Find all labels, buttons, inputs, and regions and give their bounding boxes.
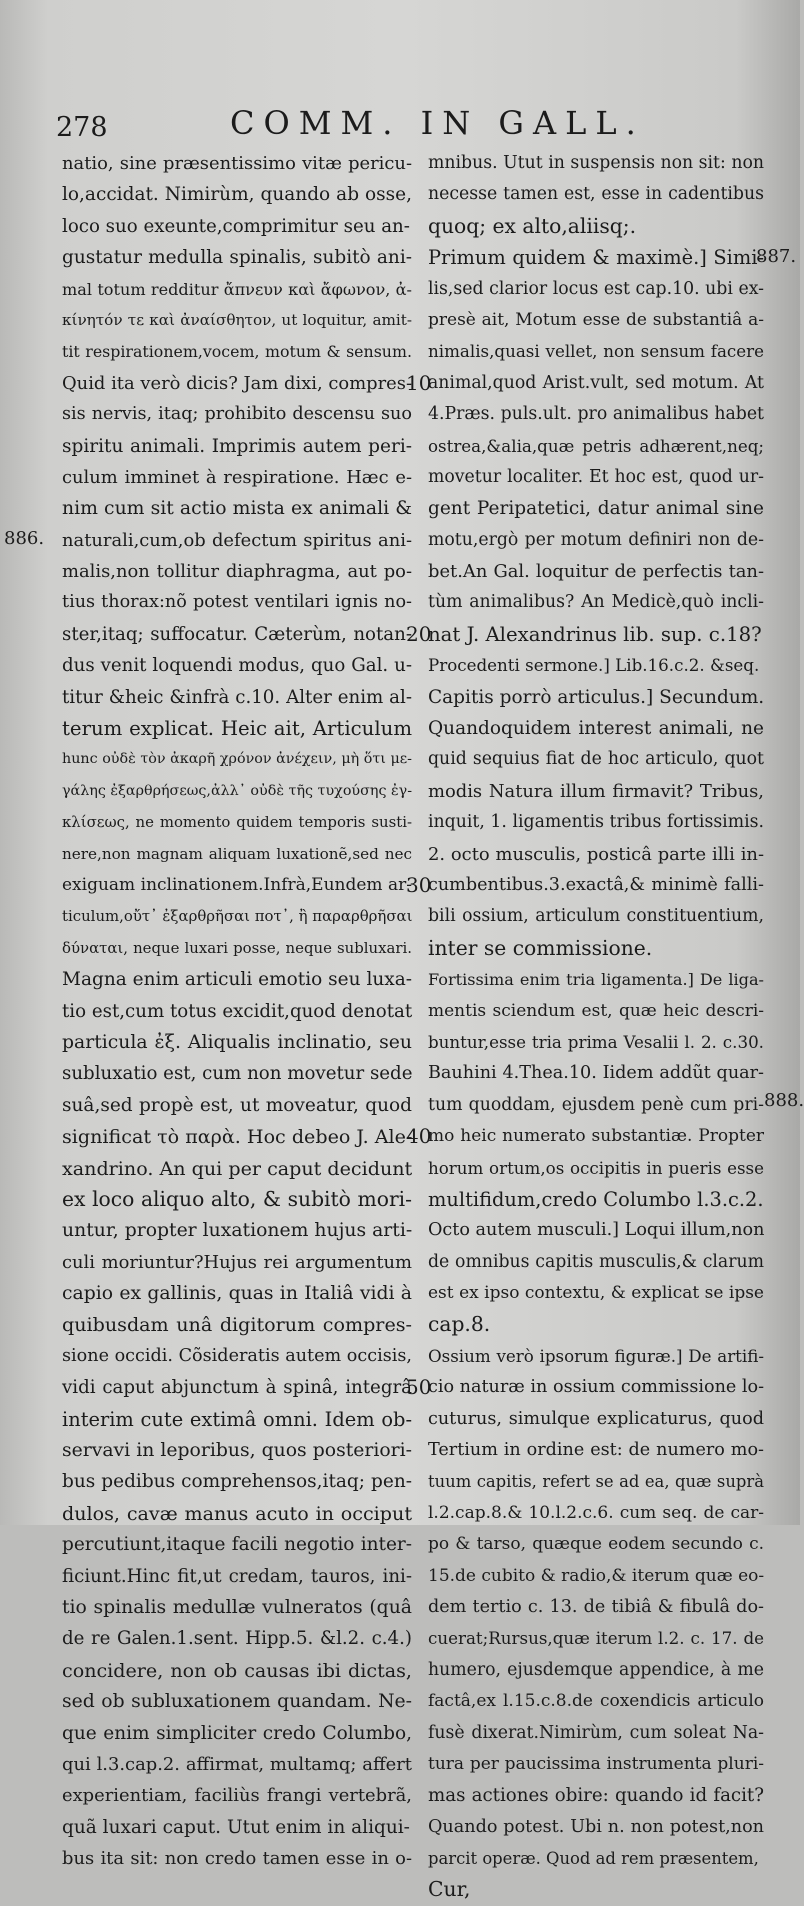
- line-number-10: 10: [406, 371, 432, 395]
- text-line: γάλης ἐξαρθρήσεως,ἀλλ᾽ οὐδὲ τῆς τυχούσης ἐγ-: [62, 782, 413, 799]
- text-line: tum quoddam, ejusdem penè cum pri-: [428, 1094, 764, 1115]
- text-line: significat τὸ παρὰ. Hoc debeo J. Ale-: [62, 1125, 413, 1149]
- text-line: cap.8.: [428, 1312, 491, 1337]
- text-line: cumbentibus.3.exactâ,& minimè falli-: [428, 874, 764, 895]
- page-number: 278: [56, 112, 108, 143]
- text-line: ex loco aliquo alto, & subitò mori-: [62, 1186, 412, 1211]
- text-line: mo heic numerato substantiæ. Propter: [428, 1126, 764, 1147]
- text-line: κίνητόν τε καὶ ἀναίσθητον, ut loquitur, amit-: [62, 310, 412, 329]
- text-line: dulos, cavæ manus acuto in occiput: [62, 1501, 412, 1525]
- text-line: necesse tamen est, esse in cadentibus: [428, 184, 764, 205]
- text-line: cuerat;Rursus,quæ iterum l.2. c. 17. de: [428, 1628, 764, 1649]
- text-line: bus ita sit: non credo tamen esse in o-: [62, 1848, 412, 1870]
- text-line: cio naturæ in ossium commissione lo-: [428, 1377, 765, 1398]
- text-line: sis nervis, itaq; prohibito descensu suo: [62, 404, 412, 425]
- text-line: Quandoquidem interest animali, ne: [428, 718, 764, 740]
- text-line: tius thorax:nõ potest ventilari ignis no-: [62, 592, 412, 613]
- page-header: [0, 104, 800, 150]
- text-line: lo,accidat. Nimirùm, quando ab osse,: [62, 184, 412, 206]
- text-line: mas actiones obire: quando id facit?: [428, 1785, 764, 1807]
- text-line: untur, propter luxationem hujus arti-: [62, 1220, 413, 1242]
- text-line: exiguam inclinationem.Infrà,Eundem ar-: [62, 874, 412, 895]
- text-line: tit respirationem,vocem, motum & sensum.: [62, 342, 412, 362]
- text-line: natio, sine præsentissimo vitæ pericu-: [62, 153, 412, 174]
- text-line: humero, ejusdemque appendice, à me: [428, 1659, 764, 1680]
- text-line: xandrino. An qui per caput decidunt: [62, 1156, 413, 1180]
- text-line: factâ,ex l.15.c.8.de coxendicis articulo: [428, 1691, 764, 1712]
- text-line: suâ,sed propè est, ut moveatur, quod: [62, 1094, 412, 1116]
- text-line: malis,non tollitur diaphragma, aut po-: [62, 561, 412, 583]
- text-line: mnibus. Utut in suspensis non sit: non: [428, 153, 764, 173]
- text-line: interim cute extimâ omni. Idem ob-: [62, 1407, 412, 1431]
- text-line: Bauhini 4.Thea.10. Iidem addũt quar-: [428, 1063, 764, 1084]
- text-line: nim cum sit actio mista ex animali &: [62, 498, 412, 520]
- text-line: quoq; ex alto,aliisq;.: [428, 213, 637, 238]
- text-line: Magna enim articuli emotio seu luxa-: [62, 969, 412, 991]
- text-line: nat J. Alexandrinus lib. sup. c.18?: [428, 622, 762, 646]
- text-line: modis Natura illum firmavit? Tribus,: [428, 780, 764, 802]
- text-line: movetur localiter. Et hoc est, quod ur-: [428, 466, 764, 487]
- text-line: spiritu animali. Imprimis autem peri-: [62, 435, 412, 457]
- text-line: hunc οὐδὲ τὸν ἀκαρῆ χρόνον ἀνέχειν, μὴ ὅτι με-: [62, 751, 412, 768]
- margin-ref-886: 886.: [4, 528, 45, 549]
- text-line: tura per paucissima instrumenta pluri-: [428, 1753, 764, 1774]
- text-line: nimalis,quasi vellet, non sensum facere: [428, 341, 764, 362]
- text-line: bus pedibus comprehensos,itaq; pen-: [62, 1471, 412, 1493]
- text-line: loco suo exeunte,comprimitur seu an-: [62, 215, 410, 237]
- text-line: parcit operæ. Quod ad rem præsentem,: [428, 1849, 759, 1869]
- text-line: est ex ipso contextu, & explicat se ipse: [428, 1283, 764, 1304]
- text-line: que enim simpliciter credo Columbo,: [62, 1722, 412, 1744]
- text-line: Procedenti sermone.] Lib.16.c.2. &seq.: [428, 655, 760, 676]
- text-line: Octo autem musculi.] Loqui illum,non: [428, 1220, 765, 1241]
- text-line: naturali,cum,ob defectum spiritus ani-: [62, 529, 412, 551]
- margin-ref-887: 887.: [756, 246, 797, 267]
- text-line: dem tertio c. 13. de tibiâ & fibulâ do-: [428, 1596, 764, 1617]
- text-line: Tertium in ordine est: de numero mo-: [428, 1440, 764, 1461]
- text-line: κλίσεως, ne momento quidem temporis susti-: [62, 813, 412, 832]
- text-line: culi moriuntur?Hujus rei argumentum: [62, 1251, 412, 1273]
- text-line: Primum quidem & maximè.] Simi-: [428, 246, 764, 270]
- text-line: quibusdam unâ digitorum compres-: [62, 1313, 412, 1337]
- text-line: experientiam, faciliùs frangi vertebrã,: [62, 1785, 412, 1807]
- text-line: tuum capitis, refert se ad ea, quæ suprà: [428, 1472, 764, 1492]
- text-line: motu,ergò per motum definiri non de-: [428, 529, 764, 550]
- text-line: ster,itaq; suffocatur. Cæterùm, notan-: [62, 623, 412, 645]
- text-line: sed ob subluxationem quandam. Ne-: [62, 1691, 412, 1713]
- text-line: percutiunt,itaque facili negotio inter-: [62, 1534, 412, 1556]
- line-number-50: 50: [406, 1375, 432, 1399]
- text-line: horum ortum,os occipitis in pueris esse: [428, 1157, 764, 1178]
- text-line: concidere, non ob causas ibi dictas,: [62, 1658, 412, 1682]
- text-line: l.2.cap.8.& 10.l.2.c.6. cum seq. de car-: [428, 1502, 764, 1523]
- text-line: 2. octo musculis, posticâ parte illi in-: [428, 843, 764, 865]
- line-number-40: 40: [406, 1124, 432, 1148]
- text-line: inquit, 1. ligamentis tribus fortissimis.: [428, 812, 764, 833]
- text-line: de re Galen.1.sent. Hipp.5. &l.2. c.4.): [62, 1628, 412, 1650]
- line-number-20: 20: [406, 622, 432, 646]
- right-text-column: [428, 148, 764, 1906]
- text-line: qui l.3.cap.2. affirmat, multamq; affert: [62, 1753, 412, 1775]
- text-line: quã luxari caput. Utut enim in aliqui-: [62, 1816, 410, 1838]
- text-line: presè ait, Motum esse de substantiâ a-: [428, 309, 764, 330]
- text-line: quid sequius fiat de hoc articulo, quot: [428, 749, 764, 770]
- text-line: tio spinalis medullæ vulneratos (quâ: [62, 1596, 412, 1618]
- text-line: Cur,: [428, 1877, 471, 1902]
- text-line: mal totum redditur ἄπνευν καὶ ἄφωνον, ἀ-: [62, 279, 412, 299]
- text-line: titur &heic &infrà c.10. Alter enim al-: [62, 686, 412, 708]
- text-line: po & tarso, quæque eodem secundo c.: [428, 1534, 764, 1555]
- text-line: gent Peripatetici, datur animal sine: [428, 498, 764, 520]
- text-line: fusè dixerat.Nimirùm, cum soleat Na-: [428, 1722, 764, 1743]
- text-line: ficiunt.Hinc fit,ut credam, tauros, ini-: [62, 1565, 412, 1587]
- text-line: 15.de cubito & radio,& iterum quæ eo-: [428, 1565, 765, 1586]
- text-line: δύναται, neque luxari posse, neque subluxari.: [62, 938, 412, 957]
- text-line: Quid ita verò dicis? Jam dixi, compres-: [62, 372, 412, 394]
- text-line: ticulum,οὔτ᾽ ἐξαρθρῆσαι ποτ᾽, ἢ παραρθρῆσαι: [62, 907, 413, 926]
- text-line: Ossium verò ipsorum figuræ.] De artifi-: [428, 1345, 764, 1366]
- text-line: animal,quod Arist.vult, sed motum. At: [428, 372, 764, 393]
- text-line: particula ἐξ. Aliqualis inclinatio, seu: [62, 1031, 412, 1053]
- text-line: servavi in leporibus, quos posteriori-: [62, 1440, 412, 1462]
- running-head: COMM. IN GALL.: [230, 104, 645, 142]
- text-line: mentis sciendum est, quæ heic descri-: [428, 1000, 764, 1021]
- text-line: tio est,cum totus excidit,quod denotat: [62, 1000, 413, 1022]
- text-line: subluxatio est, cum non movetur sede: [62, 1063, 413, 1085]
- text-line: dus venit loquendi modus, quo Gal. u-: [62, 655, 412, 677]
- text-line: Quando potest. Ubi n. non potest,non: [428, 1816, 764, 1837]
- text-line: Capitis porrò articulus.] Secundum.: [428, 686, 765, 708]
- text-line: gustatur medulla spinalis, subitò ani-: [62, 247, 412, 269]
- text-line: terum explicat. Heic ait, Articulum: [62, 717, 412, 741]
- line-number-30: 30: [406, 873, 432, 897]
- text-line: ostrea,&alia,quæ petris adhærent,neq;: [428, 435, 764, 456]
- text-line: bet.An Gal. loquitur de perfectis tan-: [428, 561, 764, 583]
- text-line: capio ex gallinis, quas in Italiâ vidi à: [62, 1283, 412, 1305]
- text-line: nere,non magnam aliquam luxationẽ,sed nec: [62, 844, 412, 863]
- text-line: bili ossium, articulum constituentium,: [428, 906, 764, 927]
- text-line: culum imminet à respiratione. Hæc e-: [62, 466, 412, 488]
- text-line: cuturus, simulque explicaturus, quod: [428, 1408, 764, 1429]
- text-line: lis,sed clarior locus est cap.10. ubi ex-: [428, 278, 764, 299]
- text-line: Fortissima enim tria ligamenta.] De liga-: [428, 970, 764, 990]
- text-line: de omnibus capitis musculis,& clarum: [428, 1251, 764, 1272]
- text-line: 4.Præs. puls.ult. pro animalibus habet: [428, 404, 764, 425]
- text-line: multifidum,credo Columbo l.3.c.2.: [428, 1187, 764, 1211]
- margin-ref-888: 888.: [764, 1090, 804, 1111]
- text-line: buntur,esse tria prima Vesalii l. 2. c.30.: [428, 1031, 764, 1052]
- left-text-column: [62, 148, 412, 1874]
- text-line: inter se commissione.: [428, 935, 653, 960]
- text-line: sione occidi. Cõsideratis autem occisis,: [62, 1345, 412, 1366]
- text-line: vidi caput abjunctum à spinâ, integrâ: [62, 1377, 412, 1399]
- text-line: tùm animalibus? An Medicè,quò incli-: [428, 592, 764, 613]
